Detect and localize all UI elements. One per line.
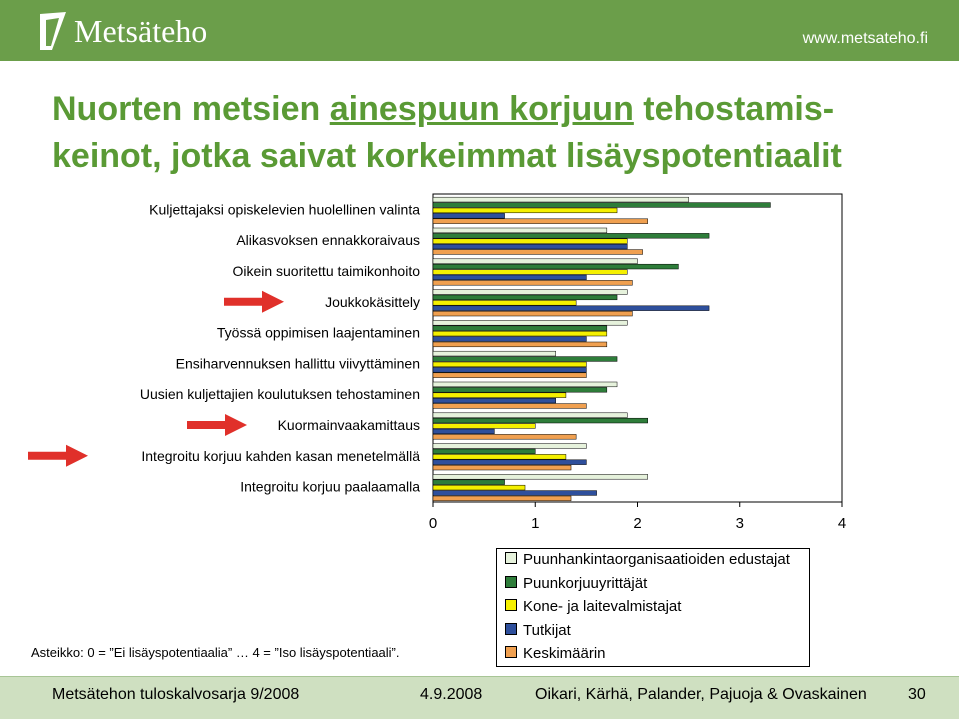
title-underlined: ainespuun korjuun <box>329 90 634 128</box>
legend-label-5: Keskimäärin <box>523 645 606 662</box>
bar-2-series-3 <box>433 239 627 244</box>
bar-7-series-4 <box>433 398 556 403</box>
bar-5-series-1 <box>433 320 627 325</box>
brand-name: Metsäteho <box>74 13 208 49</box>
category-label-8: Kuormainvaakamittaus <box>277 417 420 433</box>
legend-label-4: Tutkijat <box>523 621 571 639</box>
bar-4-series-3 <box>433 300 576 305</box>
bar-2-series-5 <box>433 250 643 255</box>
bar-7-series-5 <box>433 404 586 409</box>
bar-5-series-5 <box>433 342 607 347</box>
category-label-6: Ensiharvennuksen hallittu viivyttäminen <box>175 355 420 372</box>
bar-6-series-2 <box>433 357 617 362</box>
legend-item-3 <box>505 598 681 618</box>
legend-swatch-5 <box>505 646 517 658</box>
legend-swatch-1 <box>505 552 517 564</box>
legend-item-2 <box>505 575 647 595</box>
footer-date: 4.9.2008 <box>420 686 483 703</box>
bar-4-series-1 <box>433 290 627 295</box>
website-link[interactable]: www.metsateho.fi <box>802 30 928 47</box>
category-label-2: Alikasvoksen ennakkoraivaus <box>236 232 420 249</box>
bar-7-series-3 <box>433 393 566 398</box>
category-label-4: Joukkokäsittely <box>325 293 420 310</box>
highlight-arrow-icon-8 <box>187 414 247 436</box>
x-tick-label-1: 0 <box>428 515 438 532</box>
legend-swatch-4 <box>505 623 517 635</box>
bar-2-series-2 <box>433 233 709 238</box>
bar-3-series-1 <box>433 259 638 264</box>
x-tick-label-4: 3 <box>735 515 744 532</box>
bar-2-series-4 <box>433 244 627 249</box>
bar-5-series-4 <box>433 337 586 342</box>
chart-legend <box>496 548 810 667</box>
footer-page-number: 30 <box>908 686 926 703</box>
title-part-2: tehostamis-keinot, jotka saivat korkeimmat lisäyspotentiaalit <box>52 90 842 175</box>
bar-4-series-2 <box>433 295 617 300</box>
category-label-10: Integroitu korjuu paalaamalla <box>240 478 420 495</box>
bar-4-series-5 <box>433 311 632 316</box>
scale-note: Asteikko: 0 = ”Ei lisäyspotentiaalia” … 4 = ”Iso lisäyspotentiaali”. <box>31 645 400 660</box>
category-label-1: Kuljettajaksi opiskelevien huolellinen valinta <box>149 201 420 218</box>
highlight-arrow-icon-9 <box>28 445 88 467</box>
bar-8-series-2 <box>433 418 648 423</box>
bar-8-series-3 <box>433 424 535 429</box>
bar-10-series-2 <box>433 480 505 485</box>
legend-item-5 <box>505 645 606 665</box>
category-label-5: Työssä oppimisen laajentaminen <box>216 324 420 341</box>
bar-3-series-4 <box>433 275 586 280</box>
bar-6-series-1 <box>433 351 556 356</box>
bar-6-series-4 <box>433 367 586 372</box>
bar-1-series-3 <box>433 208 617 213</box>
bar-9-series-3 <box>433 454 566 459</box>
bar-6-series-3 <box>433 362 586 367</box>
bar-1-series-2 <box>433 203 770 208</box>
title-part-1: Nuorten metsien <box>52 90 330 128</box>
bar-10-series-3 <box>433 485 525 490</box>
legend-label-3: Kone- ja laitevalmistajat <box>523 598 682 615</box>
legend-item-4 <box>505 622 571 642</box>
bar-4-series-4 <box>433 306 709 311</box>
bar-1-series-5 <box>433 219 648 224</box>
bar-8-series-5 <box>433 434 576 439</box>
category-label-3: Oikein suoritettu taimikonhoito <box>232 263 420 279</box>
bar-6-series-5 <box>433 373 586 378</box>
x-tick-label-5: 4 <box>837 515 847 532</box>
bar-7-series-2 <box>433 387 607 392</box>
bar-8-series-1 <box>433 413 627 418</box>
bar-9-series-5 <box>433 465 571 470</box>
category-label-7: Uusien kuljettajien koulutuksen tehostaminen <box>139 386 420 403</box>
bar-7-series-1 <box>433 382 617 387</box>
bar-3-series-3 <box>433 270 627 275</box>
legend-swatch-3 <box>505 599 517 611</box>
bar-9-series-2 <box>433 449 535 454</box>
legend-item-1 <box>505 551 790 571</box>
bar-3-series-2 <box>433 264 678 269</box>
x-tick-label-3: 2 <box>633 515 642 532</box>
bar-10-series-1 <box>433 474 648 479</box>
bar-8-series-4 <box>433 429 494 434</box>
bar-9-series-4 <box>433 460 586 465</box>
bar-2-series-1 <box>433 228 607 233</box>
bar-1-series-1 <box>433 197 689 202</box>
bar-10-series-5 <box>433 496 571 501</box>
category-label-9: Integroitu korjuu kahden kasan menetelmällä <box>141 447 420 464</box>
footer-series: Metsätehon tuloskalvosarja 9/2008 <box>52 686 300 703</box>
legend-label-1: Puunhankintaorganisaatioiden edustajat <box>523 551 790 568</box>
bar-5-series-3 <box>433 331 607 336</box>
bar-10-series-4 <box>433 491 597 496</box>
x-tick-label-2: 1 <box>531 515 540 532</box>
footer-authors: Oikari, Kärhä, Palander, Pajuoja & Ovaskainen <box>535 686 867 703</box>
bar-9-series-1 <box>433 444 586 449</box>
highlight-arrow-icon-4 <box>224 291 284 313</box>
legend-swatch-2 <box>505 576 517 588</box>
bar-5-series-2 <box>433 326 607 331</box>
bar-3-series-5 <box>433 280 632 285</box>
bar-1-series-4 <box>433 213 505 218</box>
legend-label-2: Puunkorjuuyrittäjät <box>523 574 648 592</box>
